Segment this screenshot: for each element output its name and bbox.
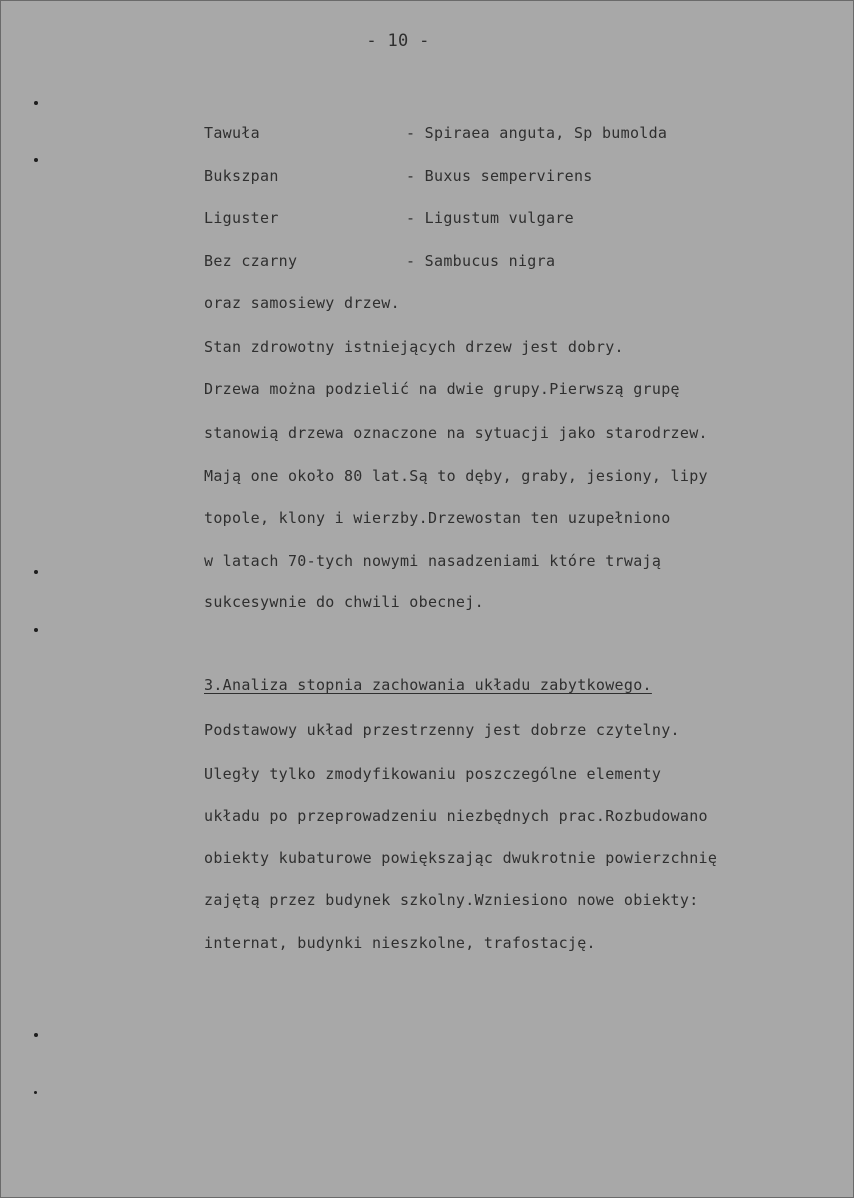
paragraph-line: Mają one około 80 lat.Są to dęby, graby, jesiony, lipy — [204, 467, 708, 485]
punch-mark — [34, 1091, 37, 1094]
species-common-name: Tawuła — [204, 124, 260, 142]
species-common-name: Bez czarny — [204, 252, 298, 270]
section-heading: 3.Analiza stopnia zachowania układu zabytkowego. — [204, 676, 652, 694]
punch-mark — [34, 570, 38, 574]
species-latin-name: - Buxus sempervirens — [406, 167, 593, 185]
punch-mark — [34, 101, 38, 105]
species-latin-name: - Spiraea anguta, Sp bumolda — [406, 124, 668, 142]
paragraph-line: internat, budynki nieszkolne, trafostację. — [204, 934, 596, 952]
paragraph-line: Uległy tylko zmodyfikowaniu poszczególne elementy — [204, 765, 662, 783]
punch-mark — [34, 628, 38, 632]
species-common-name: Liguster — [204, 209, 279, 227]
punch-mark — [34, 1033, 38, 1037]
paragraph-line: Podstawowy układ przestrzenny jest dobrze czytelny. — [204, 721, 680, 739]
page-number: - 10 - — [366, 31, 430, 51]
paragraph-line: sukcesywnie do chwili obecnej. — [204, 593, 484, 611]
species-latin-name: - Sambucus nigra — [406, 252, 556, 270]
paragraph-line: Drzewa można podzielić na dwie grupy.Pierwszą grupę — [204, 380, 680, 398]
paragraph-line: zajętą przez budynek szkolny.Wzniesiono nowe obiekty: — [204, 891, 699, 909]
paragraph-line: obiekty kubaturowe powiększając dwukrotnie powierzchnię — [204, 849, 718, 867]
paragraph-line: oraz samosiewy drzew. — [204, 294, 400, 312]
punch-mark — [34, 158, 38, 162]
paragraph-line: topole, klony i wierzby.Drzewostan ten uzupełniono — [204, 509, 671, 527]
species-latin-name: - Ligustum vulgare — [406, 209, 574, 227]
paragraph-line: stanowią drzewa oznaczone na sytuacji jako starodrzew. — [204, 424, 708, 442]
paragraph-line: w latach 70-tych nowymi nasadzeniami które trwają — [204, 552, 662, 570]
paragraph-line: Stan zdrowotny istniejących drzew jest dobry. — [204, 338, 624, 356]
species-common-name: Bukszpan — [204, 167, 279, 185]
paragraph-line: układu po przeprowadzeniu niezbędnych prac.Rozbudowano — [204, 807, 708, 825]
